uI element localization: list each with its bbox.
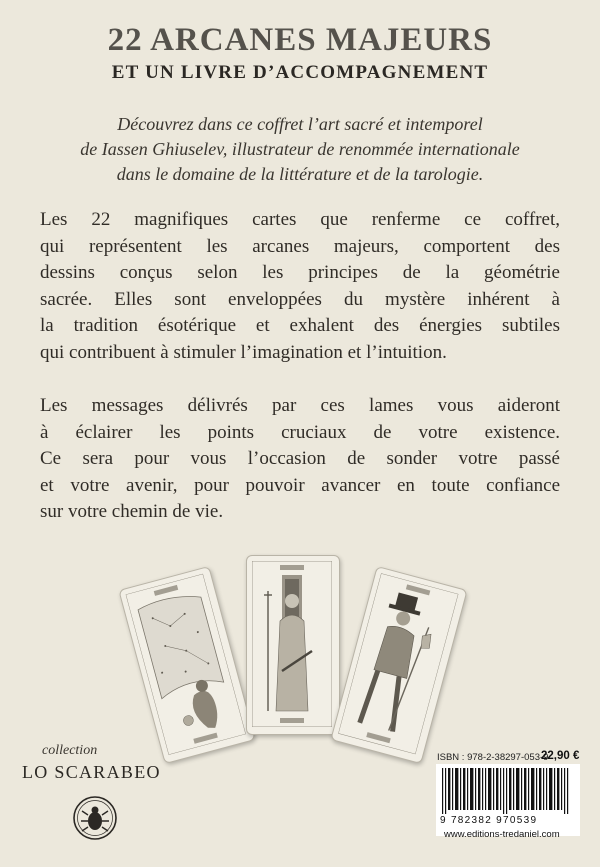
price-text: 22,90 € [541, 750, 580, 762]
paragraph-line: Ce sera pour vous l’occasion de sonder votre passé [40, 448, 560, 469]
collection-label: collection [42, 743, 98, 758]
paragraph-line: et votre avenir, pour pouvoir avancer en toute confiance [40, 474, 560, 496]
justice-card-icon [252, 561, 332, 727]
description-paragraph-1 [40, 207, 560, 366]
star-map-card-icon [126, 574, 246, 755]
intro-text [40, 112, 560, 187]
tarot-cards-illustration [130, 545, 450, 760]
scarab-logo-icon [72, 795, 118, 841]
page-title: 22 ARCANES MAJEURS [107, 22, 493, 58]
paragraph-line: la tradition ésotérique et exhalent des énergies subtiles [40, 315, 560, 336]
paragraph-line: sacrée. Elles sont enveloppées du mystère inhérent à [40, 288, 560, 310]
tarot-card-fool [330, 566, 467, 764]
barcode-icon [436, 764, 580, 814]
intro-line: Découvrez dans ce coffret l’art sacré et intemporel [117, 114, 483, 134]
page-subtitle: ET UN LIVRE D’ACCOMPAGNEMENT [111, 62, 489, 83]
publisher-website: www.editions-tredaniel.com [444, 829, 560, 840]
intro-line: dans le domaine de la littérature et de la tarologie. [116, 164, 484, 184]
paragraph-line: à éclairer les points cruciaux de votre existence. [40, 421, 560, 443]
paragraph-line: Les 22 magnifiques cartes que renferme ce coffret, [40, 209, 560, 230]
paragraph-line: sur votre chemin de vie. [40, 501, 224, 522]
fool-card-icon [338, 573, 458, 754]
isbn-text: ISBN : 978-2-38297-053-9 [437, 752, 549, 763]
paragraph-line: dessins conçus selon les principes de la géométrie [40, 262, 560, 283]
description-paragraph-2 [40, 393, 560, 526]
paragraph-line: qui représentent les arcanes majeurs, comportent des [40, 235, 560, 257]
paragraph-line: Les messages délivrés par ces lames vous aideront [40, 395, 560, 416]
intro-line: de Iassen Ghiuselev, illustrateur de renommée internationale [80, 139, 520, 159]
paragraph-line: qui contribuent à stimuler l’imagination et l’intuition. [40, 341, 447, 363]
tarot-card-star-map [118, 566, 255, 764]
barcode-number: 9 782382 970539 [440, 815, 538, 826]
tarot-card-justice [246, 555, 340, 735]
collection-name: LO SCARABEO [22, 762, 161, 782]
